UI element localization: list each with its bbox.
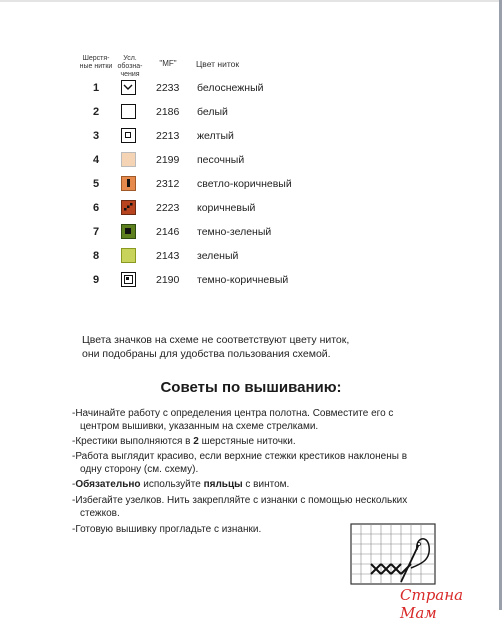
tip-line: -Начинайте работу с определения центра полотна. Совместите его с bbox=[72, 408, 394, 419]
mf-code: 2199 bbox=[156, 154, 180, 166]
thread-number: 5 bbox=[92, 178, 100, 190]
diagonal-dots-icon bbox=[122, 201, 134, 213]
nested-square-icon bbox=[124, 275, 133, 284]
thread-color-name: темно-коричневый bbox=[197, 274, 289, 286]
mf-code: 2312 bbox=[156, 178, 180, 190]
thread-color-name: светло-коричневый bbox=[197, 178, 292, 190]
tip-line: -Крестики выполняются в 2 шерстяные ниточки. bbox=[72, 436, 296, 447]
thread-color-name: песочный bbox=[197, 154, 245, 166]
thread-number: 4 bbox=[92, 154, 100, 166]
tip-line: одну сторону (см. схему). bbox=[80, 464, 199, 475]
thread-number: 1 bbox=[92, 82, 100, 94]
tip-line: -Обязательно используйте пяльцы с винтом. bbox=[72, 479, 290, 490]
thread-number: 6 bbox=[92, 202, 100, 214]
tip-line: -Работа выглядит красиво, если верхние стежки крестиков наклонены в bbox=[72, 451, 407, 462]
thread-number: 2 bbox=[92, 106, 100, 118]
legend-row bbox=[0, 198, 502, 220]
symbol-swatch bbox=[121, 80, 136, 95]
thread-color-name: зеленый bbox=[197, 250, 239, 262]
symbol-swatch bbox=[121, 200, 136, 215]
check-mark-icon bbox=[122, 81, 134, 93]
legend-row bbox=[0, 222, 502, 244]
note-line-2: они подобраны для удобства пользования схемой. bbox=[82, 348, 331, 360]
symbol-swatch bbox=[121, 272, 136, 287]
thread-color-name: коричневый bbox=[197, 202, 256, 214]
thread-number: 3 bbox=[92, 130, 100, 142]
symbol-swatch bbox=[121, 128, 136, 143]
mf-code: 2143 bbox=[156, 250, 180, 262]
legend-row bbox=[0, 126, 502, 148]
tip-line: -Готовую вышивку прогладьте с изнанки. bbox=[72, 524, 262, 535]
thread-number: 9 bbox=[92, 274, 100, 286]
tip-line: -Избегайте узелков. Нить закрепляйте с изнанки с помощью нескольких bbox=[72, 495, 408, 506]
symbol-swatch bbox=[121, 224, 136, 239]
legend-row bbox=[0, 150, 502, 172]
thread-color-name: белоснежный bbox=[197, 82, 264, 94]
filled-square-icon bbox=[125, 228, 131, 234]
header-thread-color: Цвет ниток bbox=[196, 59, 240, 69]
note-line-1: Цвета значков на схеме не соответствуют цвету ниток, bbox=[82, 334, 350, 346]
symbol-swatch bbox=[121, 152, 136, 167]
thread-color-name: белый bbox=[197, 106, 228, 118]
mf-code: 2233 bbox=[156, 82, 180, 94]
square-dot-icon bbox=[125, 132, 131, 138]
header-symbol: Усл. обозна-чения bbox=[117, 55, 143, 78]
symbol-swatch bbox=[121, 176, 136, 191]
legend-row bbox=[0, 102, 502, 124]
cross-stitch-illustration bbox=[349, 520, 439, 588]
symbol-swatch bbox=[121, 248, 136, 263]
symbol-swatch bbox=[121, 104, 136, 119]
legend-row bbox=[0, 246, 502, 268]
legend-row bbox=[0, 270, 502, 292]
mf-code: 2190 bbox=[156, 274, 180, 286]
mf-code: 2213 bbox=[156, 130, 180, 142]
section-title: Советы по вышиванию: bbox=[160, 379, 342, 396]
tip-line: центром вышивки, указанным на схеме стрелками. bbox=[80, 421, 319, 432]
mf-code: 2223 bbox=[156, 202, 180, 214]
legend-row bbox=[0, 78, 502, 100]
watermark-logo: Страна Мам bbox=[400, 586, 464, 622]
mf-code: 2146 bbox=[156, 226, 180, 238]
header-thread-number: Шерстя-ные нитки bbox=[79, 55, 113, 70]
thread-number: 7 bbox=[92, 226, 100, 238]
mf-code: 2186 bbox=[156, 106, 180, 118]
thread-color-name: темно-зеленый bbox=[197, 226, 272, 238]
header-mf: "MF" bbox=[159, 59, 177, 68]
vertical-bar-icon bbox=[127, 179, 130, 187]
tip-line: стежков. bbox=[80, 508, 120, 519]
thread-color-name: желтый bbox=[197, 130, 234, 142]
top-edge bbox=[0, 0, 502, 2]
thread-number: 8 bbox=[92, 250, 100, 262]
legend-row bbox=[0, 174, 502, 196]
